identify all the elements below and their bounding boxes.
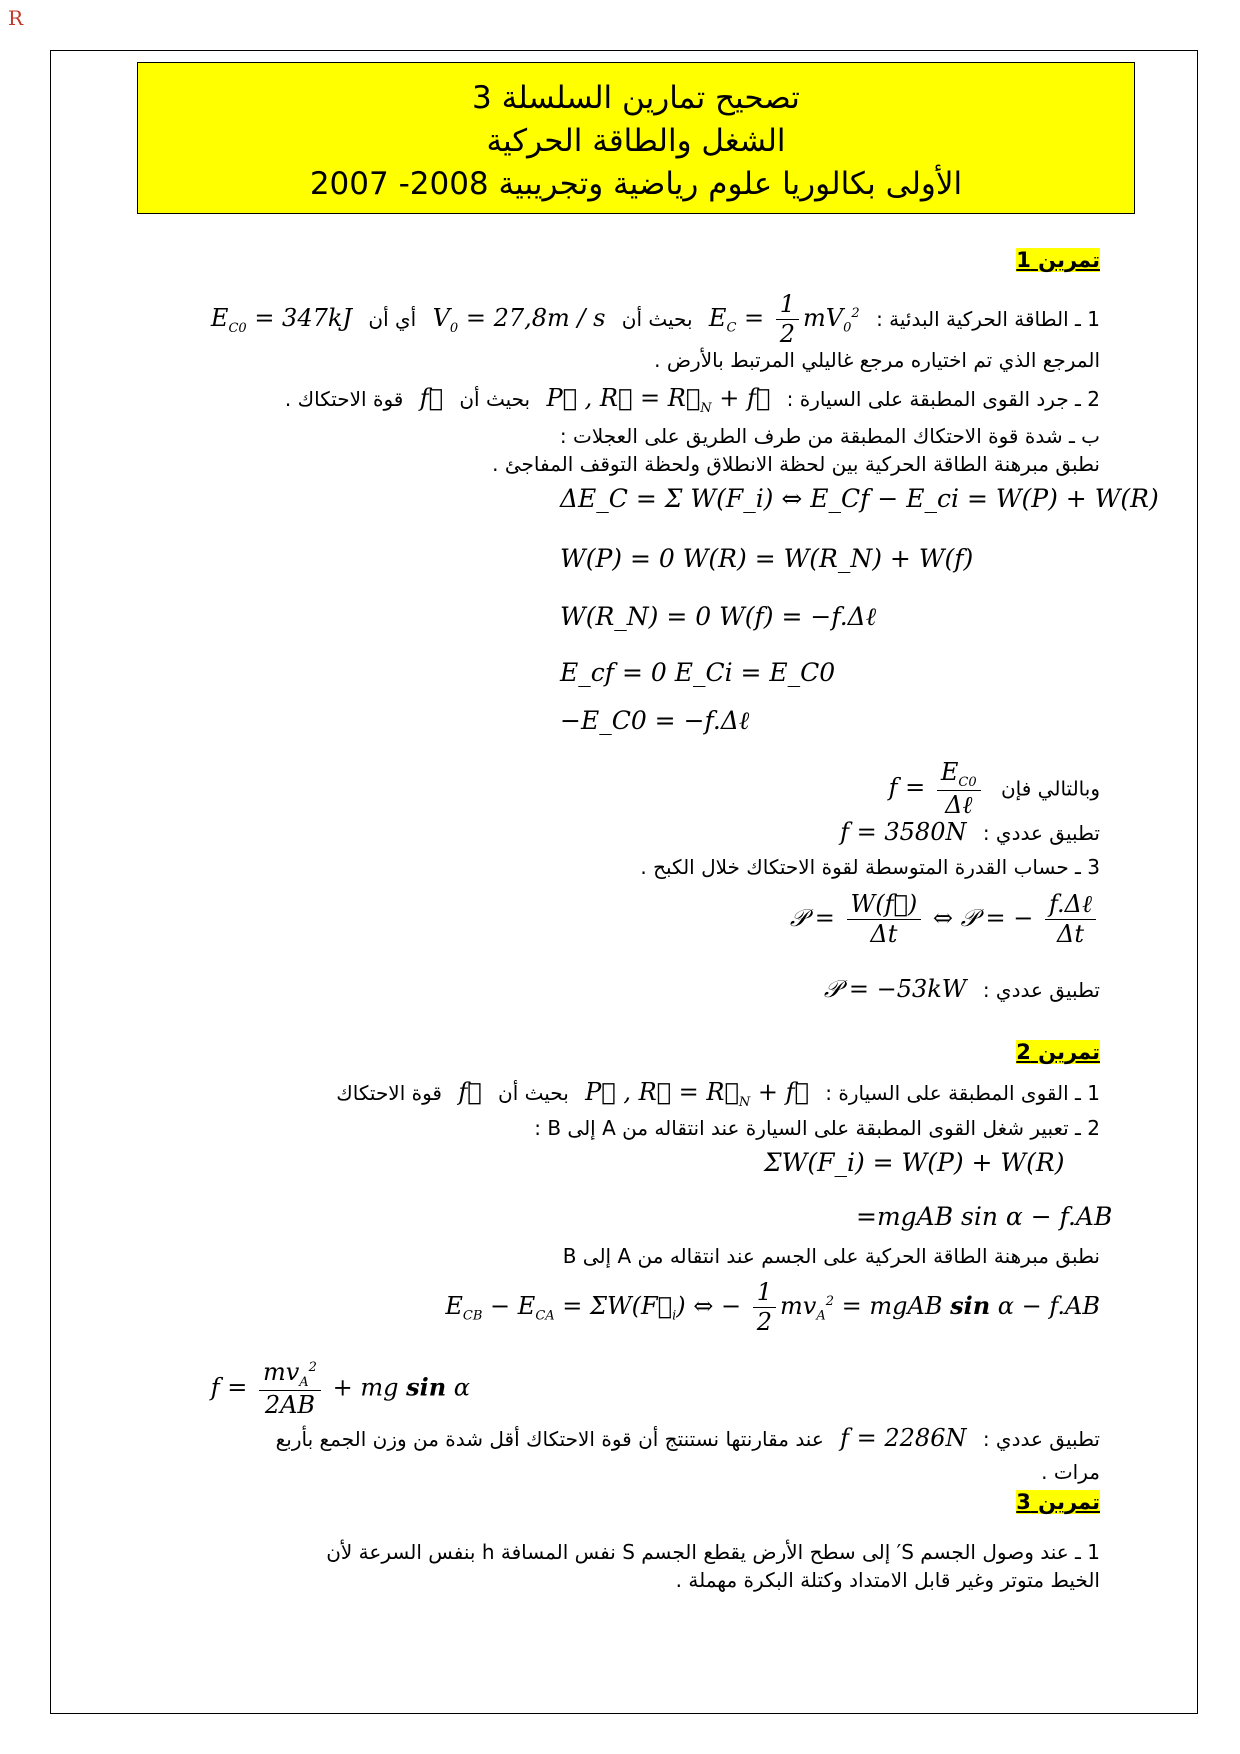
- ex1-q1-where: بحيث أن: [621, 306, 693, 331]
- ex1-q1-line: [201, 290, 1100, 349]
- ex1-forces-formula: P⃗ , R⃗ = $R⃗_N$ + f⃗: [546, 384, 771, 416]
- title-box: [137, 62, 1135, 214]
- ex2-f-value: f = 2286N: [840, 1424, 967, 1452]
- ex2-theorem-formula: $E_{CB} - E_{CA}$ = $\Sigma W(F⃗_i)$ ⇔ − $\frac{1}{2}$ $mv_A^2$ = mgAB sin α − f.AB: [445, 1278, 1100, 1336]
- ex1-power-formula-line: [790, 890, 1100, 949]
- ex2-q1-text: 1 ـ القوى المطبقة على السيارة :: [825, 1081, 1100, 1105]
- ex1-q3-text: 3 ـ حساب القدرة المتوسطة لقوة الاحتكاك خلال الكبح .: [640, 855, 1100, 879]
- ex1-apply-line: نطبق مبرهنة الطاقة الحركية بين لحظة الانطلاق ولحظة التوقف المفاجئ .: [492, 452, 1100, 476]
- ex1-q2-friction: قوة الاحتكاك .: [284, 387, 404, 411]
- ex1-f-value: f = 3580N: [840, 818, 967, 846]
- ex1-b-line: ب ـ شدة قوة الاحتكاك المطبقة من طرف الطريق على العجلات :: [559, 424, 1100, 448]
- exercise-3-heading: تمرين 3: [1016, 1490, 1100, 1514]
- ex2-f-expression-line: [211, 1358, 470, 1420]
- ex2-f-symbol: f⃗: [458, 1078, 482, 1106]
- exercise-1-heading: تمرين 1: [1016, 248, 1100, 272]
- ex1-power-numeric-label: تطبيق عددي :: [982, 978, 1100, 1002]
- ex2-compare-text: عند مقارنتها نستنتج أن قوة الاحتكاك أقل شدة من وزن الجمع بأربع: [275, 1427, 824, 1451]
- ex2-work-equation: ΣW(F_i) = W(P) + W(R): [764, 1148, 1065, 1177]
- ex2-numeric-label: تطبيق عددي :: [982, 1427, 1100, 1451]
- ex1-q2-where: بحيث أن: [459, 387, 531, 411]
- ex1-equation-4: E_cf = 0 E_Ci = E_C0: [560, 658, 836, 687]
- ex1-q1-ie: أي أن: [368, 306, 417, 331]
- ex1-ec0-formula: $E_{C0} = 347kJ$: [210, 303, 353, 336]
- ex2-q1-line: [336, 1078, 1100, 1110]
- ex1-power-numeric-line: [814, 975, 1100, 1003]
- ex1-numeric-label: تطبيق عددي :: [982, 821, 1100, 845]
- ex1-numeric-line: [830, 818, 1100, 846]
- ex1-f-fraction: f = $\frac{E_{C0}}{\text{Δℓ}}$: [889, 758, 985, 820]
- corner-mark: R: [8, 6, 24, 30]
- ex1-ec-formula: $E_C$ = $\frac{1}{2}$ $mV_0^2$: [708, 290, 860, 348]
- ex3-q1-line-1: 1 ـ عند وصول الجسم S′ إلى سطح الأرض يقطع الجسم S نفس المسافة h بنفس السرعة لأن: [326, 1540, 1100, 1564]
- ex1-therefore-text: وبالتالي فإن: [1000, 776, 1100, 801]
- ex1-q2-text: 2 ـ جرد القوى المطبقة على السيارة :: [786, 387, 1100, 411]
- title-line-2: الشغل والطاقة الحركية: [486, 123, 786, 159]
- title-line-1: تصحيح تمارين السلسلة 3: [472, 80, 800, 116]
- ex2-compare-text-2: مرات .: [1041, 1460, 1100, 1484]
- ex1-q1-text: 1 ـ الطاقة الحركية البدئية :: [876, 306, 1100, 331]
- ex2-apply-line: نطبق مبرهنة الطاقة الحركية على الجسم عند انتقاله من A إلى B: [562, 1244, 1100, 1268]
- ex1-power-value: 𝒫 = −53kW: [823, 975, 967, 1003]
- ex1-therefore-line: [879, 758, 1100, 820]
- ex2-work-equation-2: =mgAB sin α − f.AB: [856, 1202, 1113, 1231]
- ex1-equation-3: W(R_N) = 0 W(f) = −f.Δℓ: [560, 602, 877, 631]
- ex2-numeric-line: [276, 1424, 1100, 1452]
- ex2-f-expression: f = $\frac{mv_A^2}{2AB}$ + mg sin α: [210, 1358, 470, 1420]
- ex2-theorem-line: [445, 1278, 1100, 1337]
- ex1-equation-2: W(P) = 0 W(R) = W(R_N) + W(f): [560, 544, 974, 573]
- ex2-forces-formula: P⃗ , R⃗ = $R⃗_N$ + f⃗: [585, 1078, 809, 1110]
- ex1-equation-5: −E_C0 = −f.Δℓ: [560, 706, 750, 735]
- ex1-f-symbol: f⃗: [419, 384, 443, 412]
- ex2-q1-where: بحيث أن: [498, 1081, 569, 1105]
- ex1-equation-1: ΔE_C = Σ W(F_i) ⇔ E_Cf − E_ci = W(P) + W(R): [560, 484, 1159, 513]
- ex1-q2-line: [285, 384, 1100, 416]
- ex1-v0-formula: $V_0 = 27,8m / s$: [432, 303, 606, 336]
- ex2-q2-text: 2 ـ تعبير شغل القوى المطبقة على السيارة عند انتقاله من A إلى B :: [534, 1116, 1100, 1140]
- ex1-power-formula: 𝒫 = $\frac{W(f⃗)}{\Delta t}$ ⇔ 𝒫 = − $\frac{\text{f.Δℓ}}{\Delta t}$: [790, 890, 1100, 949]
- ex3-q1-line-2: الخيط متوتر وغير قابل الامتداد وكتلة البكرة مهملة .: [675, 1568, 1100, 1592]
- ex2-q1-friction: قوة الاحتكاك: [336, 1081, 442, 1105]
- exercise-2-heading: تمرين 2: [1016, 1040, 1100, 1064]
- title-line-3: الأولى بكالوريا علوم رياضية وتجريبية 2008- 2007: [309, 166, 963, 202]
- ex1-ref-line: المرجع الذي تم اختياره مرجع غاليلي المرتبط بالأرض .: [654, 348, 1100, 372]
